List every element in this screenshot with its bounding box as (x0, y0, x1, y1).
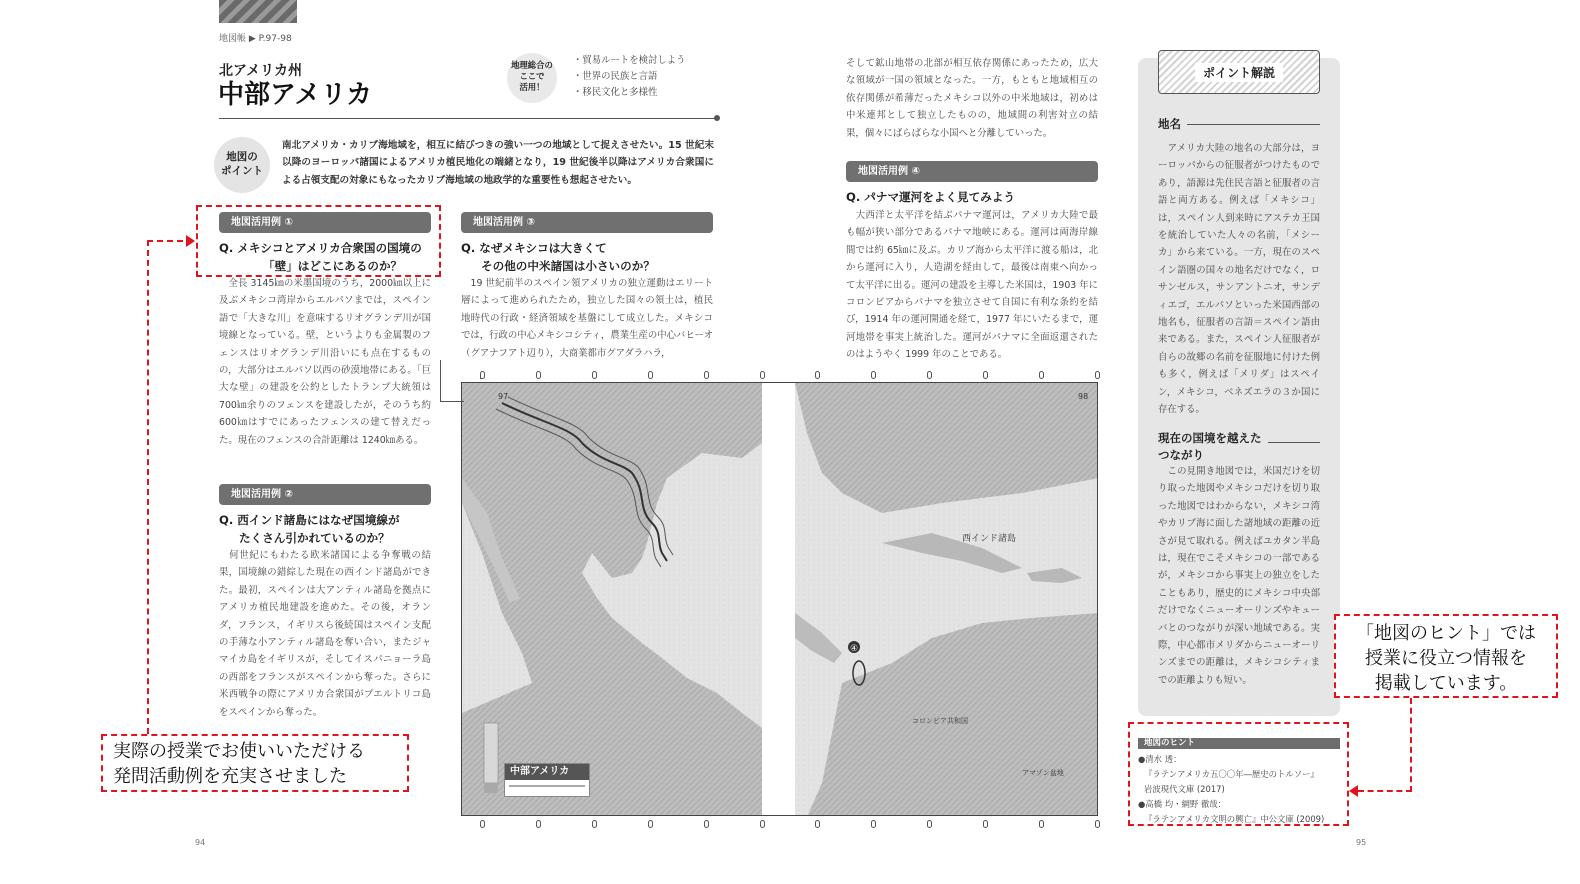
leader-line (440, 360, 464, 402)
connector-right (1358, 790, 1412, 792)
pin-icon (1039, 820, 1044, 828)
region-label: 北アメリカ州 (219, 63, 303, 79)
pin-icon (704, 820, 709, 828)
example-1-body: 全長 3145㎞の米墨国境のうち，2000㎞以上に及ぶメキシコ湾岸からエルパソまでは，スペイン語で「大きな川」を意味するリオグランデ川が国境線となっている。壁，というよりも金属製のフェンスはリオグランデ川沿いにも点在するものの，大部分はエルパソ以西の砂漠地帯にある。「巨大な壁」の建設を公約としたトランプ大統領は 700㎞余りのフェンスを建設したが，そのうち約 600㎞はすでにあったフェンスの建て替えだった。現在のフェンスの合計距離は 1240㎞ある。 (219, 278, 431, 446)
example-2-body: 何世紀にもわたる欧米諸国による争奪戦の結果，国境線の錯綜した現在の西インド諸島ができた。最初，スペインは大アンティル諸島を拠点にアメリカ植民地建設を進めた。その後，オランダ，フランス，イギリスら後続国はスペイン支配の手薄な小アンティル諸島を奪い合い，またジャマイカ島をイギリスが，そしてイスパニョーラ島の西部をフランスがスペインから奪った。さらに米西戦争の際にアメリカ合衆国がプエルトリコ島をスペインから奪った。 (219, 550, 431, 718)
legend-bar (484, 723, 498, 783)
example-1-label: 地図活用例 ① (219, 212, 431, 233)
hint-ref: 『ラテンアメリカ五〇〇年―歴史のトルソー』 (1144, 769, 1319, 779)
sidebar-heading-2 (1158, 430, 1320, 464)
map-title: 中部アメリカ (505, 764, 589, 780)
arrow-left-icon (1349, 785, 1358, 797)
sidebar-heading-1 (1158, 116, 1320, 132)
example-4-body: 大西洋と太平洋を結ぶパナマ運河は，アメリカ大陸で最も幅が狭い部分であるパナマ地峡にある。運河は両海岸線間では約 65㎞に及ぶ。カリブ海から太平洋に渡る船は，北から運河に入り，人造湖を経由して，最後は南東へ向かって太平洋に出る。運河の建設を主導した米国は，1903 年にコロンビアからパナマを独立させて自国に有利な条約を結び，1914 年の運河開通を経て，1977 年にいたるまで，運河地帯を事実上統治した。運河がパナマに全面返還されたのはようやく 1999 年のことである。 (846, 210, 1098, 361)
highlight-hint-box (1128, 722, 1349, 826)
map-tick-row-bottom (480, 820, 1100, 832)
heading-text: 地名 (1158, 117, 1181, 131)
usage-list (573, 53, 686, 101)
callout-line: 授業に役立つ情報を (1365, 648, 1527, 669)
connector-right-vertical (1410, 698, 1412, 792)
arrow-right-icon (186, 235, 195, 247)
callout-right (1334, 614, 1558, 698)
connector-left-vertical (147, 240, 149, 734)
map-tick-row-top (480, 371, 1100, 383)
question-line: 「壁」はどこにあるのか？ (263, 259, 403, 273)
pin-icon (815, 820, 820, 828)
map-drawing (462, 383, 1098, 816)
question-line: その他の中米諸国は小さいのか？ (481, 259, 655, 273)
pin-icon (480, 820, 485, 828)
divider-dot (714, 115, 720, 121)
continued-body: そして鉱山地帯の北部が相互依存関係にあったため，広大な領域が一国の領域となった。一方，もともと地域相互の依存関係が希薄だったメキシコ以外の中米地域は，初めは中米連邦として独立したものの，地域間の利害対立の結果，個々にばらばらな小国へと分離していった。 (846, 58, 1098, 139)
map-page-right: 98 (1078, 392, 1089, 401)
hint-ref: 『ラテンアメリカ文明の興亡』中公文庫 (2009) (1144, 814, 1325, 824)
callout-line: 「地図のヒント」では (1356, 623, 1536, 644)
sidebar-body-2: この見開き地図では，米国だけを切り取った地図やメキシコだけを切り取った地図ではわからない，メキシコ湾やカリブ海に面した諸地域の距離の近さが見て取れる。例えばユカタン半島は，現在でこそメキシコの一部であるが，メキシコから事実上の独立をしたこともあり，歴史的にメキシコ中央部だけでなくニューオーリンズやキューバとのつながりが深い地域である。実際，中心都市メリダからニューオーリンズまでの距離は，メキシコシティまでの距離よりも短い。 (1158, 466, 1320, 686)
hint-ref: ●高橋 均・網野 徹哉： (1138, 799, 1227, 809)
pin-icon (983, 371, 988, 379)
pin-icon (815, 371, 820, 379)
map-label-amazon: アマゾン盆地 (1022, 769, 1064, 777)
pin-icon (592, 371, 597, 379)
example-2-question (219, 511, 400, 547)
question-line: Q. なぜメキシコは大きくて (461, 241, 607, 255)
highlight-example-1 (196, 205, 441, 277)
pin-icon (480, 371, 485, 379)
callout-line: 発問活動例を充実させました (113, 766, 347, 787)
point-text: 南北アメリカ・カリブ海地域を，相互に結びつきの強い一つの地域として捉えさせたい。15 世紀末以降のヨーロッパ諸国によるアメリカ植民地化の端緒となり，19 世紀後半以降はアメリカ合衆国による占領支配の対象にもなったカリブ海地域の地政学的な重要性も想起させたい。 (282, 140, 714, 186)
example-3-label: 地図活用例 ③ (461, 212, 713, 233)
page-number-left: 94 (195, 838, 206, 847)
map-page-left: 97 (498, 392, 509, 401)
example-4-label: 地図活用例 ④ (846, 161, 1098, 182)
pin-icon (871, 820, 876, 828)
page-title: 中部アメリカ (218, 80, 373, 110)
pin-icon (648, 371, 653, 379)
hatched-tab (219, 0, 297, 23)
hint-header: 地図のヒント (1138, 738, 1340, 749)
question-line: Q. メキシコとアメリカ合衆国の国境の (219, 241, 422, 255)
hint-ref: 岩波現代文庫 (2017) (1144, 784, 1225, 794)
marker-4: ④ (849, 644, 859, 654)
pin-icon (927, 820, 932, 828)
callout-line: 実際の授業でお使いいただける (113, 741, 365, 762)
sidebar-header (1158, 50, 1320, 94)
pin-icon (871, 371, 876, 379)
example-2-label: 地図活用例 ② (219, 484, 431, 505)
map-title-box (504, 763, 590, 797)
heading-text: つながり (1158, 448, 1204, 462)
page-number-right: 95 (1356, 838, 1367, 847)
map-label-colombia: コロンビア共和国 (912, 717, 968, 725)
map-gutter (762, 383, 795, 816)
pin-icon (760, 820, 765, 828)
map-label-west-indies: 西インド諸島 (962, 534, 1017, 544)
map-reference: 地図帳 ▶ P.97-98 (219, 34, 292, 44)
question-line: Q. 西インド諸島にはなぜ国境線が (219, 513, 400, 527)
pin-icon (760, 371, 765, 379)
pin-icon (648, 820, 653, 828)
pin-icon (927, 371, 932, 379)
usage-item: ・世界の民族と言語 (573, 71, 658, 82)
hint-ref: ●清水 透： (1138, 754, 1182, 764)
example-3-question (461, 239, 655, 275)
usage-badge: 地理総合の ここで 活用！ (507, 53, 557, 103)
callout-line: 掲載しています。 (1374, 673, 1518, 694)
example-4-question: Q. パナマ運河をよく見てみよう (846, 190, 1016, 204)
pin-icon (1095, 820, 1100, 828)
example-3-body: 19 世紀前半のスペイン領アメリカの独立運動はエリート層によって進められたため，独立した国々の領土は，植民地時代の行政・経済領域を基盤にして成立した。メキシコでは，行政の中心メキシコシティ，農業生産の中心バヒーオ（グアナフアト辺り），大商業都市グアダラハラ， (461, 278, 713, 359)
heading-text: 現在の国境を越えた (1158, 431, 1262, 445)
point-badge: 地図の ポイント (214, 137, 270, 193)
pin-icon (704, 371, 709, 379)
pin-icon (1095, 371, 1100, 379)
pin-icon (592, 820, 597, 828)
pin-icon (983, 820, 988, 828)
usage-item: ・移民文化と多様性 (573, 87, 658, 98)
sidebar-body-1: アメリカ大陸の地名の大部分は，ヨーロッパからの征服者がつけたものであり，語源は先住民言語と征服者の言語と両方ある。例えば「メキシコ」は，スペイン人到来時にアステカ王国を統治していた人々の名前，「メシーカ」から来ている。一方，現在のスペイン語圏の国々の地名だけでなく，ロサンゼルス，サンアントニオ，サンディエゴ，エルパソといった米国西部の地名も，征服者の言語＝スペイン語由来である。また，スペイン人征服者が自らの故郷の名前を征服地に付けた例も多く，例えば「メリダ」はスペイン，メキシコ，ベネズエラの３か国に存在する。 (1158, 143, 1320, 416)
question-line: たくさん引かれているのか？ (239, 531, 390, 545)
pin-icon (536, 371, 541, 379)
pin-icon (536, 820, 541, 828)
usage-item: ・貿易ルートを検討しよう (573, 55, 686, 66)
callout-left (101, 734, 409, 792)
divider (219, 118, 716, 119)
map-spread (461, 382, 1098, 816)
pin-icon (1039, 371, 1044, 379)
sidebar-title: ポイント解説 (1195, 63, 1283, 82)
